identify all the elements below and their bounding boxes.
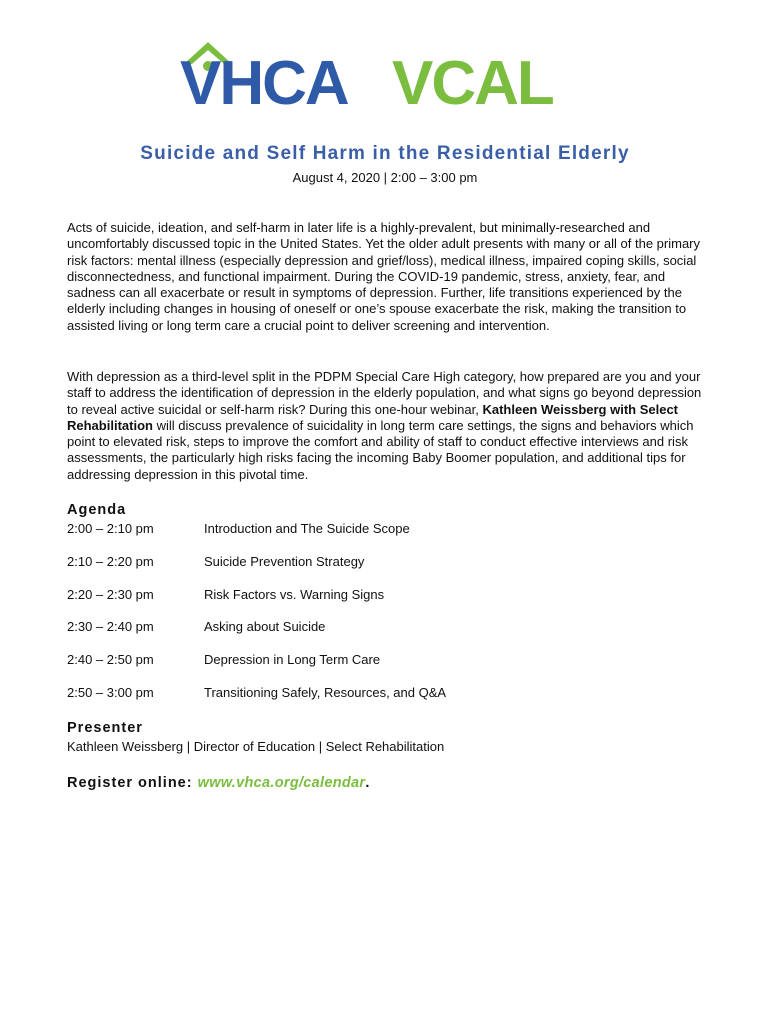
presenter-highlight: Kathleen Weissberg with Select Rehabilitation — [67, 401, 679, 433]
agenda-topic: Introduction and The Suicide Scope — [204, 521, 410, 536]
logo-left-text: VHCA — [180, 49, 348, 108]
agenda-topic: Transitioning Safely, Resources, and Q&A — [204, 684, 447, 700]
agenda-item — [67, 519, 707, 552]
intro-paragraph: Acts of suicide, ideation, and self-harm in later life is a highly-prevalent, but minimally-researched and uncomfortably discussed topic in the United States. Yet the older adult presents with many or all of the primary risk factors: mental illness (especially depression and grief/loss), medical illness, impaired coping skills, social disconnectedness, and functional impairment. During the COVID-19 pandemic, stress, anxiety, fear, and sadness can all exacerbate or result in symptoms of depression. Further, life transitions experienced by the elderly including changes in housing of oneself or one’s spouse exacerbate the risk, making the transition to assisted living or long term care a crucial point to deliver screening and intervention. — [67, 220, 701, 333]
agenda-topic: Risk Factors vs. Warning Signs — [204, 586, 385, 602]
agenda-item — [67, 617, 707, 650]
register-label: Register online: — [67, 775, 198, 791]
agenda-list — [67, 519, 707, 716]
presenter-details: Kathleen Weissberg | Director of Education | Select Rehabilitation — [67, 739, 445, 754]
event-date-time: August 4, 2020 | 2:00 – 3:00 pm — [292, 170, 478, 185]
agenda-time: 2:30 – 2:40 pm — [67, 619, 154, 635]
agenda-heading: Agenda — [67, 502, 127, 518]
logo-right-text: VCAL — [392, 49, 553, 108]
paragraph-text: will discuss prevalence of suicidality in long term care settings, the signs and behaviors which point to elevated risk, steps to improve the comfort and ability of staff to conduct effective interviews and risk assessments, the particularly high risks facing the incoming Baby Boomer population, and additional tips for addressing depression in this pivotal time. — [67, 417, 694, 482]
agenda-item — [67, 683, 707, 716]
agenda-time: 2:00 – 2:10 pm — [67, 521, 154, 536]
presenter-heading: Presenter — [67, 720, 143, 736]
agenda-time: 2:10 – 2:20 pm — [67, 553, 154, 569]
agenda-time: 2:40 – 2:50 pm — [67, 652, 154, 668]
paragraph-text: With depression as a third-level split in the PDPM Special Care High category, how prepared are you and your staff to address the identification of depression in the elderly population, and what signs go beyond depression to reveal active suicidal or self-harm risk? During this one-hour webinar, — [67, 369, 702, 417]
agenda-time: 2:50 – 3:00 pm — [67, 684, 154, 700]
agenda-item — [67, 585, 707, 618]
agenda-topic: Suicide Prevention Strategy — [204, 553, 365, 569]
register-tail: . — [365, 775, 371, 791]
register-link[interactable]: www.vhca.org/calendar — [197, 775, 366, 791]
vhca-vcal-logo — [180, 38, 590, 108]
agenda-topic: Asking about Suicide — [204, 619, 326, 635]
agenda-item — [67, 650, 707, 683]
agenda-time: 2:20 – 2:30 pm — [67, 586, 154, 602]
register-line — [67, 775, 370, 791]
description-paragraph — [67, 369, 707, 483]
document-title: Suicide and Self Harm in the Residential Elderly — [140, 143, 630, 164]
agenda-topic: Depression in Long Term Care — [204, 652, 381, 668]
agenda-item — [67, 552, 707, 585]
